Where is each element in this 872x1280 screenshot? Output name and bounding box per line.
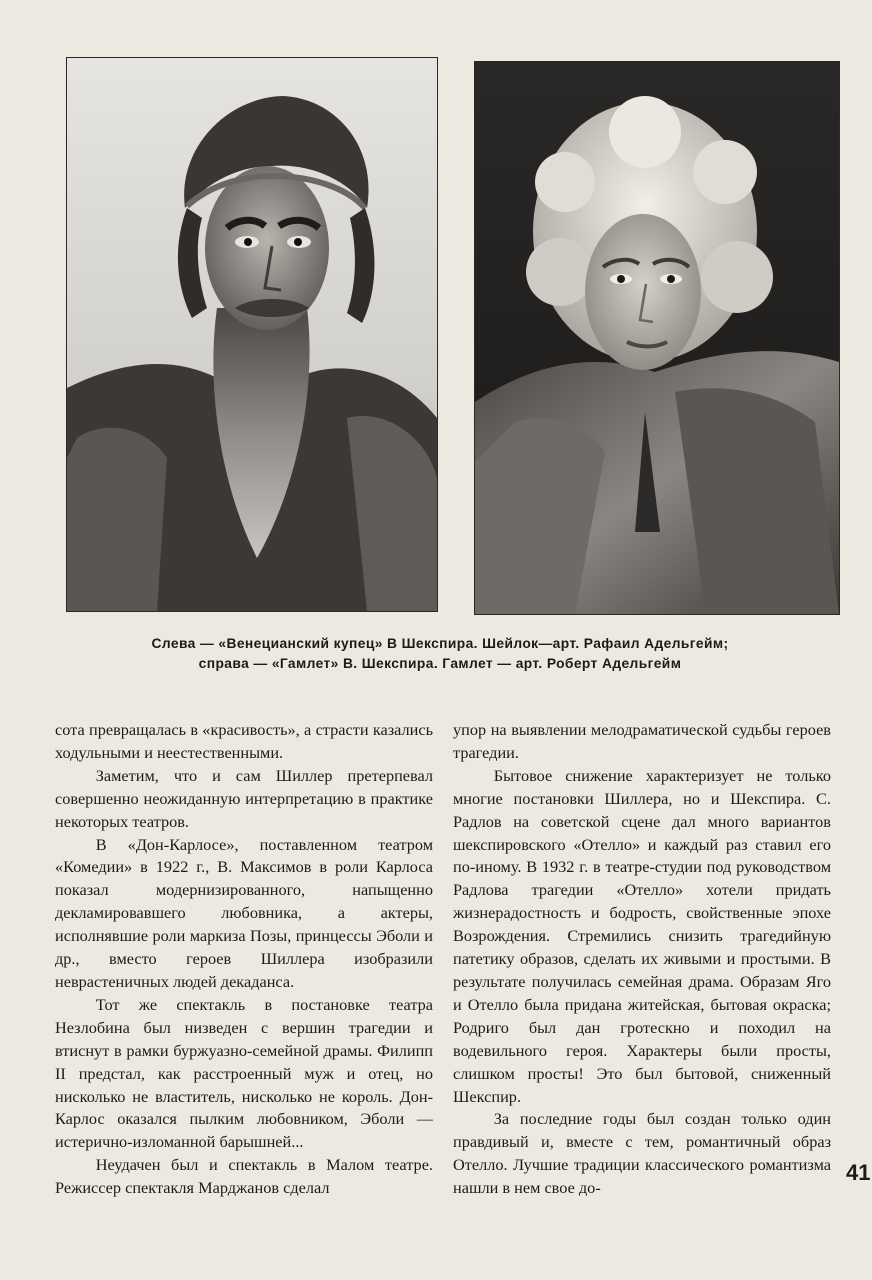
caption-line-2: справа — «Гамлет» В. Шекспира. Гамлет — арт. Роберт Адельгейм xyxy=(198,656,682,671)
photo-hamlet xyxy=(474,61,840,615)
paragraph: Тот же спектакль в постановке театра Незлобина был низведен с вершин трагедии и втиснут в рамки буржуазно-семейной драмы. Филипп II предстал, как расстроенный муж и отец, но нисколько не властитель, нисколько не король. Дон-Карлос оказался пылким любовником, Эболи — истерично-изломанной барышней... xyxy=(55,994,433,1152)
paragraph: За последние годы был создан только один правдивый и, вместе с тем, романтичный образ Отелло. Лучшие традиции классического романтизма нашли в нем свое до- xyxy=(453,1109,831,1198)
paragraph: Заметим, что и сам Шиллер претерпевал совершенно неожиданную интерпретацию в практике некоторых театров. xyxy=(55,765,433,831)
paragraph: Бытовое снижение характеризует не только многие постановки Шиллера, но и Шекспира. С. Радлов на советской сцене дал много вариантов шекспировского «Отелло» и каждый раз ставил его по-иному. В 1932 г. в театре-студии под руководством Радлова трагедии «Отелло» хотели придать жизнерадостность и бодрость, свойственные эпохе Возрождения. Стремились снизить трагедийную патетику образов, сделать их живыми и простыми. В результате получилась семейная драма. Образам Яго и Отелло была придана житейская, бытовая окраска; Родриго был дан гротескно и походил на водевильного героя. Характеры были просты, слишком просты! Это был бытовой, сниженный Шекспир. xyxy=(453,765,831,1106)
text-column-right xyxy=(453,719,831,1200)
page-number: 41 xyxy=(846,1160,871,1185)
paragraph: упор на выявлении мелодраматической судьбы героев трагедии. xyxy=(453,720,831,762)
photo-shylock xyxy=(66,57,438,612)
paragraph: В «Дон-Карлосе», поставленном театром «Комедии» в 1922 г., В. Максимов в роли Карлоса показал модернизированного, напыщенно декламировавшего любовника, а актеры, исполнявшие роли маркиза Позы, принцессы Эболи и др., вместо героев Шиллера изобразили неврастеничных людей декаданса. xyxy=(55,834,433,991)
caption-line-1: Слева — «Венецианский купец» В Шекспира. Шейлок—арт. Рафаил Адельгейм; xyxy=(151,636,729,651)
text-column-left xyxy=(55,719,433,1200)
paragraph: Неудачен был и спектакль в Малом театре. Режиссер спектакля Марджанов сделал xyxy=(55,1155,433,1198)
photo-caption xyxy=(60,634,820,674)
paragraph: сота превращалась в «красивость», а страсти казались ходульными и неестественными. xyxy=(55,720,433,762)
